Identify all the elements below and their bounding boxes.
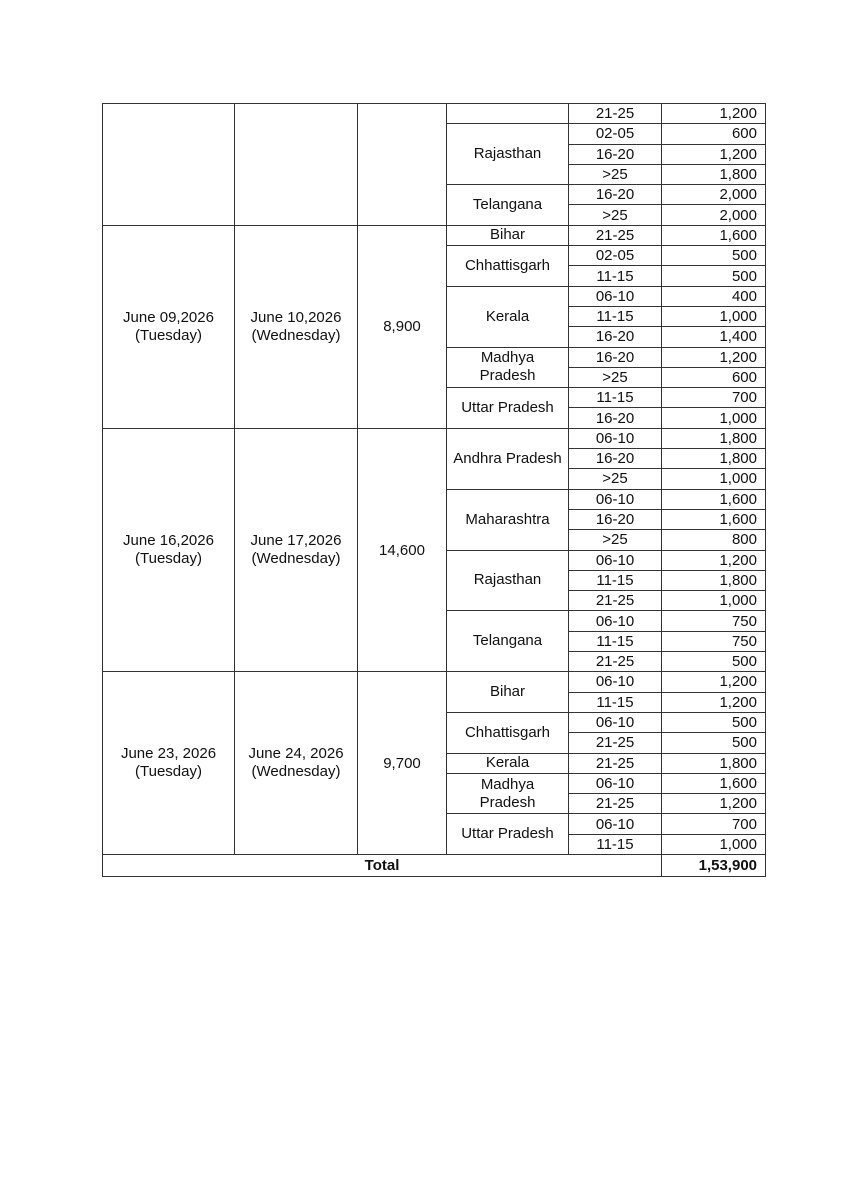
state-name: Telangana <box>447 185 569 226</box>
range-cell: 16-20 <box>569 449 662 469</box>
state-name: Rajasthan <box>447 550 569 611</box>
amount-cell: 600 <box>662 124 766 144</box>
amount-cell: 1,200 <box>662 144 766 164</box>
exam-date: June 16,2026 <box>123 532 214 550</box>
state-name: Andhra Pradesh <box>447 428 569 489</box>
amount-cell: 1,800 <box>662 428 766 448</box>
range-cell: 21-25 <box>569 591 662 611</box>
state-name: Madhya Pradesh <box>447 773 569 814</box>
range-cell: >25 <box>569 469 662 489</box>
range-cell: 21-25 <box>569 794 662 814</box>
state-name: Uttar Pradesh <box>447 814 569 855</box>
total-label: Total <box>103 854 662 876</box>
amount-cell: 1,600 <box>662 509 766 529</box>
amount-cell: 1,000 <box>662 306 766 326</box>
amount-cell: 500 <box>662 266 766 286</box>
range-cell: 06-10 <box>569 428 662 448</box>
exam-day: (Tuesday) <box>135 763 202 781</box>
exam-day: (Tuesday) <box>135 326 202 344</box>
amount-cell: 1,800 <box>662 449 766 469</box>
amount-cell: 1,800 <box>662 164 766 184</box>
state-name: Chhattisgarh <box>447 712 569 753</box>
range-cell: 06-10 <box>569 489 662 509</box>
range-cell: >25 <box>569 164 662 184</box>
exam-date: June 09,2026 <box>123 308 214 326</box>
exam-date-cell <box>103 428 235 672</box>
group-subtotal: 8,900 <box>358 225 447 428</box>
exam-day: (Tuesday) <box>135 550 202 568</box>
amount-cell: 750 <box>662 631 766 651</box>
range-cell: >25 <box>569 205 662 225</box>
range-cell: 16-20 <box>569 327 662 347</box>
group-subtotal <box>358 104 447 226</box>
amount-cell: 400 <box>662 286 766 306</box>
amount-cell: 700 <box>662 814 766 834</box>
amount-cell: 1,000 <box>662 834 766 854</box>
range-cell: 06-10 <box>569 286 662 306</box>
range-cell: 16-20 <box>569 408 662 428</box>
amount-cell: 500 <box>662 246 766 266</box>
state-name <box>447 104 569 124</box>
amount-cell: 1,200 <box>662 550 766 570</box>
range-cell: 16-20 <box>569 509 662 529</box>
result-date-cell <box>235 672 358 855</box>
range-cell: 16-20 <box>569 185 662 205</box>
range-cell: 11-15 <box>569 266 662 286</box>
result-date-cell <box>235 104 358 226</box>
table-body <box>103 104 766 855</box>
result-date: June 17,2026 <box>250 532 342 550</box>
range-cell: 06-10 <box>569 550 662 570</box>
amount-cell: 1,600 <box>662 225 766 245</box>
total-row <box>103 854 766 876</box>
range-cell: 11-15 <box>569 570 662 590</box>
amount-cell: 600 <box>662 367 766 387</box>
range-cell: 21-25 <box>569 733 662 753</box>
range-cell: 02-05 <box>569 246 662 266</box>
amount-cell: 1,000 <box>662 408 766 428</box>
state-name: Telangana <box>447 611 569 672</box>
result-date: June 10,2026 <box>250 308 342 326</box>
range-cell: 16-20 <box>569 144 662 164</box>
state-name: Chhattisgarh <box>447 246 569 287</box>
allocation-table <box>102 103 766 877</box>
amount-cell: 2,000 <box>662 185 766 205</box>
table-row <box>103 672 766 692</box>
amount-cell: 500 <box>662 733 766 753</box>
state-name: Bihar <box>447 225 569 245</box>
range-cell: 21-25 <box>569 225 662 245</box>
amount-cell: 700 <box>662 388 766 408</box>
state-name: Bihar <box>447 672 569 713</box>
state-name: Maharashtra <box>447 489 569 550</box>
amount-cell: 800 <box>662 530 766 550</box>
exam-date-cell <box>103 672 235 855</box>
range-cell: >25 <box>569 367 662 387</box>
amount-cell: 1,800 <box>662 570 766 590</box>
range-cell: 21-25 <box>569 104 662 124</box>
table-row <box>103 428 766 448</box>
range-cell: 11-15 <box>569 388 662 408</box>
amount-cell: 2,000 <box>662 205 766 225</box>
state-name: Kerala <box>447 286 569 347</box>
range-cell: 16-20 <box>569 347 662 367</box>
amount-cell: 1,200 <box>662 692 766 712</box>
range-cell: 06-10 <box>569 773 662 793</box>
amount-cell: 1,200 <box>662 672 766 692</box>
exam-date: June 23, 2026 <box>120 745 217 763</box>
exam-date-cell <box>103 225 235 428</box>
amount-cell: 1,400 <box>662 327 766 347</box>
state-name: Madhya Pradesh <box>447 347 569 388</box>
range-cell: 11-15 <box>569 631 662 651</box>
result-date-cell <box>235 225 358 428</box>
amount-cell: 1,200 <box>662 794 766 814</box>
amount-cell: 1,600 <box>662 773 766 793</box>
range-cell: >25 <box>569 530 662 550</box>
amount-cell: 1,200 <box>662 104 766 124</box>
amount-cell: 500 <box>662 652 766 672</box>
range-cell: 06-10 <box>569 611 662 631</box>
state-name: Rajasthan <box>447 124 569 185</box>
range-cell: 11-15 <box>569 834 662 854</box>
range-cell: 21-25 <box>569 652 662 672</box>
range-cell: 11-15 <box>569 692 662 712</box>
range-cell: 11-15 <box>569 306 662 326</box>
table-row <box>103 225 766 245</box>
amount-cell: 750 <box>662 611 766 631</box>
total-value: 1,53,900 <box>662 854 766 876</box>
range-cell: 06-10 <box>569 814 662 834</box>
amount-cell: 1,800 <box>662 753 766 773</box>
state-name: Kerala <box>447 753 569 773</box>
range-cell: 06-10 <box>569 712 662 732</box>
range-cell: 21-25 <box>569 753 662 773</box>
result-day: (Wednesday) <box>251 326 341 344</box>
group-subtotal: 14,600 <box>358 428 447 672</box>
amount-cell: 1,200 <box>662 347 766 367</box>
state-name: Uttar Pradesh <box>447 388 569 429</box>
table-row <box>103 104 766 124</box>
result-day: (Wednesday) <box>251 550 341 568</box>
amount-cell: 1,000 <box>662 591 766 611</box>
group-subtotal: 9,700 <box>358 672 447 855</box>
amount-cell: 1,000 <box>662 469 766 489</box>
exam-date-cell <box>103 104 235 226</box>
result-day: (Wednesday) <box>251 763 341 781</box>
amount-cell: 1,600 <box>662 489 766 509</box>
range-cell: 02-05 <box>569 124 662 144</box>
result-date: June 24, 2026 <box>248 745 344 763</box>
result-date-cell <box>235 428 358 672</box>
range-cell: 06-10 <box>569 672 662 692</box>
amount-cell: 500 <box>662 712 766 732</box>
